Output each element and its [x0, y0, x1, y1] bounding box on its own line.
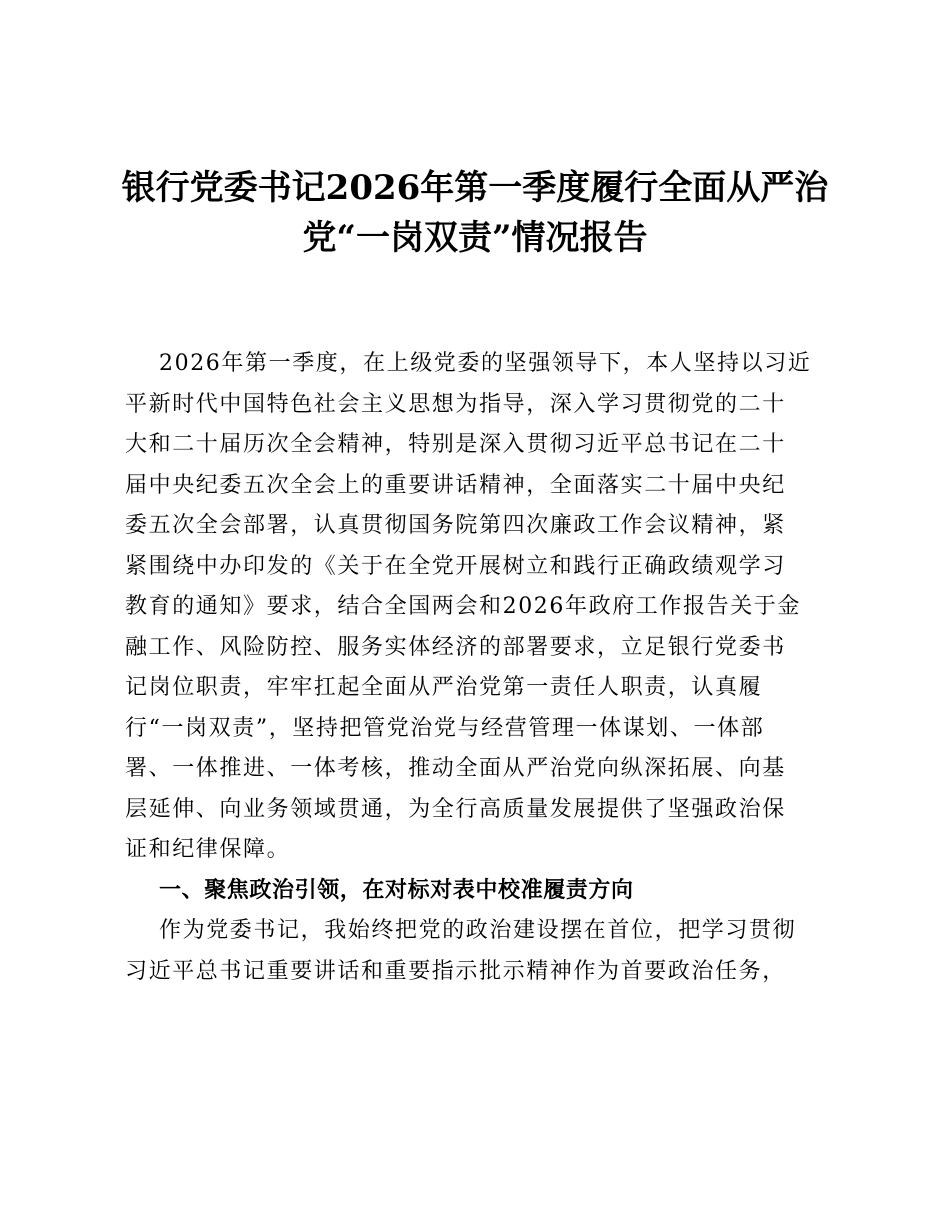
- paragraph-intro: [125, 344, 835, 871]
- document-title-line-2: 党“一岗双责”情况报告: [302, 218, 648, 258]
- paragraph-line: 层延伸、向业务领域贯通，为全行高质量发展提供了坚强政治保: [125, 796, 786, 822]
- paragraph-line: 紧围绕中办印发的《关于在全党开展树立和践行正确政绩观学习: [125, 553, 786, 579]
- paragraph-line: 教育的通知》要求，结合全国两会和2026年政府工作报告关于金: [125, 594, 801, 619]
- paragraph-line: 习近平总书记重要讲话和重要指示批示精神作为首要政治任务，: [125, 958, 786, 984]
- paragraph-line: 署、一体推进、一体考核，推动全面从严治党向纵深拓展、向基: [125, 756, 786, 781]
- paragraph-line: 平新时代中国特色社会主义思想为指导，深入学习贯彻党的二十: [125, 391, 786, 417]
- paragraph-line: 记岗位职责，牢牢扛起全面从严治党第一责任人职责，认真履: [125, 675, 763, 700]
- paragraph-line: 大和二十届历次全会精神，特别是深入贯彻习近平总书记在二十: [125, 432, 786, 457]
- paragraph-line: 2026年第一季度，在上级党委的坚强领导下，本人坚持以习近: [159, 351, 812, 376]
- paragraph-line: 届中央纪委五次全会上的重要讲话精神，全面落实二十届中央纪: [125, 472, 786, 498]
- paragraph-line: 委五次全会部署，认真贯彻国务院第四次廉政工作会议精神，紧: [125, 513, 786, 538]
- paragraph-line: 证和纪律保障。: [125, 837, 291, 862]
- document-body: [125, 344, 835, 992]
- paragraph-section-1: [125, 911, 835, 992]
- paragraph-line: 融工作、风险防控、服务实体经济的部署要求，立足银行党委书: [125, 634, 786, 660]
- document-title-line-1: 银行党委书记2026年第一季度履行全面从严治: [121, 168, 829, 208]
- paragraph-line: 作为党委书记，我始终把党的政治建设摆在首位，把学习贯彻: [159, 918, 797, 943]
- section-heading: 一、聚焦政治引领，在对标对表中校准履责方向: [159, 877, 634, 903]
- paragraph-line: 行“一岗双责”，坚持把管党治党与经营管理一体谋划、一体部: [125, 715, 765, 741]
